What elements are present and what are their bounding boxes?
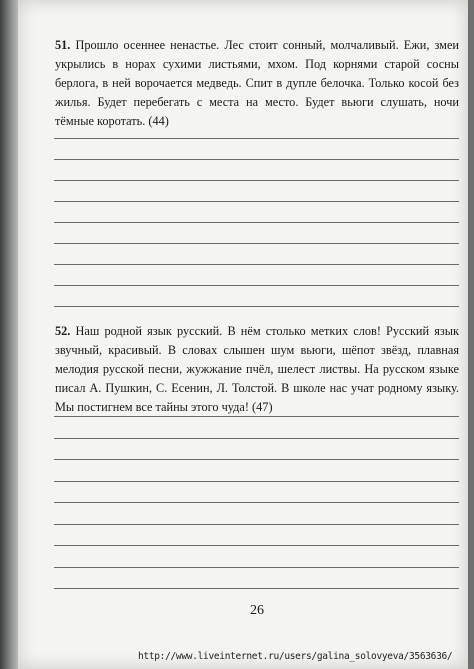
book-spine	[0, 0, 18, 669]
exercise-52-text: Наш родной язык русский. В нём столько метких слов! Русский язык звучный, красивый. В словах слышен шум вьюги, шёпот звёзд, плавная мелодия русской песни, жужжание пчёл, шелест листвы. На русском языке писал А. Пушкин, С. Есенин, Л. Толстой. В школе нас учат родному языку. Мы постигнем все тайны этого чуда! (47)	[55, 324, 459, 414]
writing-line	[54, 502, 459, 503]
exercise-51	[55, 36, 459, 131]
writing-line	[54, 588, 459, 589]
writing-line	[54, 306, 459, 307]
writing-line	[54, 524, 459, 525]
writing-line	[54, 159, 459, 160]
writing-line	[54, 180, 459, 181]
writing-line	[54, 201, 459, 202]
writing-line	[54, 264, 459, 265]
writing-line	[54, 567, 459, 568]
writing-line	[54, 222, 459, 223]
writing-line	[54, 138, 459, 139]
exercise-52-number: 52.	[55, 324, 71, 338]
writing-line	[54, 285, 459, 286]
writing-line	[54, 243, 459, 244]
source-url-watermark: http://www.liveinternet.ru/users/galina_solovyeva/3563636/	[138, 651, 453, 662]
exercise-51-text: Прошло осеннее ненастье. Лес стоит сонный, молчаливый. Ежи, змеи укрылись в норах сухими листьями, мхом. Под корнями старой сосны берлога, в ней ворочается медведь. Спит в дупле белочка. Только косой без жилья. Будет перебегать с места на место. Будет вьюги слушать, ночи тёмные коротать. (44)	[55, 38, 459, 128]
writing-line	[54, 438, 459, 439]
writing-line	[54, 545, 459, 546]
writing-line	[54, 416, 459, 417]
writing-line	[54, 481, 459, 482]
exercise-51-number: 51.	[55, 38, 71, 52]
writing-line	[54, 459, 459, 460]
exercise-52	[55, 322, 459, 417]
page-number: 26	[250, 603, 264, 618]
